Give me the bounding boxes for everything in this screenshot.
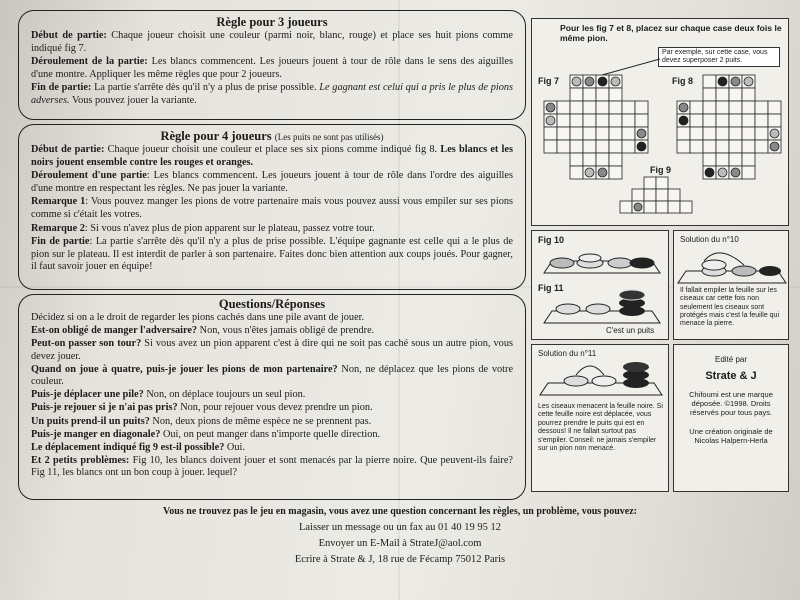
qa-item: Puis-je rejouer si je n'ai pas pris? Non, pour rejouer vous devez prendre un pion. [31, 402, 373, 414]
board-cell [596, 114, 609, 127]
board-cell [620, 201, 632, 213]
board-cell [596, 153, 609, 166]
footer-address: Ecrire à Strate & J, 18 rue de Fécamp 75012 Paris [294, 554, 506, 565]
board-cell [622, 140, 635, 153]
qa-item: Peut-on passer son tour? Si vous avez un pion apparent c'est à dire qui ne soit pas caché sous un autre pion, vous devez jouer. [31, 338, 513, 362]
board-cell [742, 140, 755, 153]
board-cell [557, 140, 570, 153]
board-cell [755, 114, 768, 127]
footer-email: Envoyer un E-Mail à StrateJ@aol.com [318, 538, 482, 549]
board-cell [656, 201, 668, 213]
game-piece [679, 103, 688, 112]
questions-body [31, 312, 513, 480]
solution-10-title: Solution du n°10 [680, 235, 739, 244]
board-cell [742, 114, 755, 127]
game-piece [634, 203, 642, 211]
solution-11-panel [531, 344, 669, 492]
questions-title: Questions/Réponses [218, 297, 326, 311]
rule-4-start: Début de partie: Chaque joueur choisit une couleur et place ses six pions comme indiqué fig 8. Les blancs et les noirs jouent ensemble contre les rouges et oranges. [31, 144, 513, 168]
board-cell [703, 88, 716, 101]
questions-intro: Décidez si on a le droit de regarder les pions cachés dans une pile avant de jouer. [31, 312, 365, 323]
rule-3-start: Début de partie: Chaque joueur choisit une couleur (parmi noir, blanc, rouge) et place ses huit pions comme indiqué fig 7. [31, 30, 513, 54]
game-piece [585, 77, 594, 86]
board-cell [677, 127, 690, 140]
board-cell [609, 153, 622, 166]
board-cell [596, 127, 609, 140]
fig10-11-drawing [532, 231, 670, 341]
qa-item: Puis-je manger en diagonale? Oui, on peut manger dans n'importe quelle direction. [31, 428, 381, 440]
qa-item: Est-on obligé de manger l'adversaire? Non, vous n'êtes jamais obligé de prendre. [31, 325, 375, 337]
board-cell [609, 101, 622, 114]
board-cell [755, 127, 768, 140]
board-cell [656, 177, 668, 189]
rule-3-body [31, 30, 513, 108]
board-cell [635, 101, 648, 114]
game-piece [679, 116, 688, 125]
board-cell [716, 153, 729, 166]
board-cell [644, 189, 656, 201]
board-cell [583, 101, 596, 114]
qa-item: Puis-je déplacer une pile? Non, on déplace toujours un seul pion. [31, 389, 306, 401]
game-piece [718, 77, 727, 86]
publisher-name: Strate & J [705, 370, 757, 382]
board-cell [570, 101, 583, 114]
board-cell [570, 114, 583, 127]
game-piece [770, 142, 779, 151]
board-cell [729, 101, 742, 114]
qa-item: Le déplacement indiqué fig 9 est-il possible? Oui. [31, 442, 245, 454]
board-cell [644, 201, 656, 213]
solution-10-text: Il fallait empiler la feuille sur les ciseaux car cette fois non seulement les ciseaux sont protégés mais c'est la feuille qui menace la pierre. [680, 287, 779, 328]
edite-par: Edité par [714, 355, 748, 364]
board-cell [768, 101, 781, 114]
board-cell [716, 114, 729, 127]
board-cell [583, 114, 596, 127]
board-cell [742, 127, 755, 140]
game-piece [770, 129, 779, 138]
board-cell [703, 153, 716, 166]
game-piece [546, 103, 555, 112]
board-cell [742, 101, 755, 114]
questions-box [18, 294, 526, 500]
board-cell [768, 114, 781, 127]
board-cell [570, 140, 583, 153]
board-cell [742, 153, 755, 166]
fig9-label: Fig 9 [650, 165, 672, 175]
board-cell [703, 127, 716, 140]
board-cell [729, 153, 742, 166]
board-cell [544, 127, 557, 140]
rule-4-title: Règle pour 4 joueurs (Les puits ne sont pas utilisés) [160, 129, 384, 143]
fig8-label: Fig 8 [672, 76, 694, 86]
board-cell [644, 177, 656, 189]
board-cell [609, 166, 622, 179]
fig7-label: Fig 7 [538, 76, 560, 86]
board-cell [668, 189, 680, 201]
game-piece [611, 77, 620, 86]
board-cell [596, 88, 609, 101]
board-cell [690, 140, 703, 153]
board-cell [583, 88, 596, 101]
game-piece [718, 168, 727, 177]
game-piece [585, 168, 594, 177]
solution-11-title: Solution du n°11 [538, 349, 597, 358]
board-cell [609, 88, 622, 101]
board-cell [703, 75, 716, 88]
board-cell [583, 127, 596, 140]
board-cell [596, 140, 609, 153]
puits-label: C'est un puits [606, 326, 655, 335]
board-cell [622, 101, 635, 114]
game-piece [705, 168, 714, 177]
board-cell [557, 127, 570, 140]
board-cell [544, 140, 557, 153]
board-cell [729, 140, 742, 153]
qa-item: Quand on joue à quatre, puis-je jouer les pions de mon partenaire? Non, ne déplacez que les pions de votre couleur. [31, 363, 514, 388]
board-cell [557, 114, 570, 127]
footer-phone: Laisser un message ou un fax au 01 40 19 95 12 [298, 522, 502, 533]
publisher-panel [673, 344, 789, 492]
fig7-grid [544, 75, 648, 179]
fig10-label: Fig 10 [538, 235, 565, 245]
board-cell [632, 189, 644, 201]
rule-4-body [31, 144, 513, 274]
board-cell [716, 127, 729, 140]
board-cell [690, 101, 703, 114]
rule-4-progress: Déroulement d'une partie: Les blancs commencent. Les joueurs jouent à tour de rôle dans l'ordre des aiguilles d'une montre en respectant les règles. Ne pas jouer la variante. [31, 170, 513, 194]
board-cell [635, 114, 648, 127]
figures-10-11-panel [531, 230, 669, 340]
board-cell [729, 88, 742, 101]
rule-3-title: Règle pour 3 joueurs [216, 15, 328, 29]
board-cell [755, 101, 768, 114]
game-piece [744, 77, 753, 86]
fig9-grid [620, 177, 692, 213]
game-piece [637, 142, 646, 151]
board-cell [570, 88, 583, 101]
rule-3-players-box [18, 10, 526, 120]
board-cell [570, 127, 583, 140]
callout-box: Par exemple, sur cette case, vous devez superposer 2 puits. [658, 47, 780, 67]
rule-4-players-box [18, 124, 526, 290]
board-cell [609, 114, 622, 127]
board-cell [570, 166, 583, 179]
board-cell [570, 153, 583, 166]
rule-4-end: Fin de partie: La partie s'arrête dès qu'il n'y a plus de prise possible. L'équipe gagnante est celle qui a le plus de pion sur le plateau. Il est interdit de parler à son partenaire. Faites donc bien attention aux coups joués. Pour gagner, il faut savoir jouer en équipe! [31, 236, 513, 273]
board-cell [668, 201, 680, 213]
board-cell [729, 127, 742, 140]
figures-7-8-9-panel [531, 18, 789, 226]
rule-4-remark-2: Remarque 2: Si vous n'avez plus de pion apparent sur le plateau, passez votre tour. [31, 222, 375, 234]
game-piece [637, 129, 646, 138]
rule-3-progress: Déroulement de la partie: Les blancs commencent. Les joueurs jouent à tour de rôle dans le sens des aiguilles d'une montre. Appliquer les même règles que pour 2 joueurs. [31, 56, 513, 80]
board-cell [609, 140, 622, 153]
solution-10-panel [673, 230, 789, 340]
board-cell [729, 114, 742, 127]
board-cell [583, 140, 596, 153]
board-cell [742, 166, 755, 179]
game-piece [598, 77, 607, 86]
board-cell [716, 101, 729, 114]
qa-item: Et 2 petits problèmes: Fig 10, les blancs doivent jouer et sont menacés par la pierre noire. Que peuvent-ils faire? Fig 11, les blancs ont un bon coup à jouer. lequel? [31, 455, 513, 479]
rule-3-end: Fin de partie: La partie s'arrête dès qu'il n'y a plus de prise possible. Le gagnant est celui qui a pris le plus de pions adverses. Vous pouvez jouer la variante. [31, 82, 514, 106]
board-cell [557, 101, 570, 114]
board-cell [622, 114, 635, 127]
qa-item: Un puits prend-il un puits? Non, deux pions de même espèce ne se prennent pas. [31, 415, 372, 427]
game-piece [598, 168, 607, 177]
solution-10-drawing [674, 231, 790, 291]
figures-header: Pour les fig 7 et 8, placez sur chaque case deux fois le même pion. [560, 23, 782, 43]
board-cell [622, 127, 635, 140]
board-cell [583, 153, 596, 166]
board-cell [690, 114, 703, 127]
board-cell [703, 114, 716, 127]
trademark-text: Chifoumi est une marque déposée. ©1998. Droits réservés pour tous pays. [689, 390, 773, 417]
footer-line-1: Vous ne trouvez pas le jeu en magasin, vous avez une question concernant les règles, un problème, vous pouvez: [163, 506, 637, 517]
board-cell [703, 101, 716, 114]
fig7-board [532, 19, 790, 227]
board-cell [677, 140, 690, 153]
board-cell [755, 140, 768, 153]
board-cell [742, 88, 755, 101]
fig11-label: Fig 11 [538, 283, 564, 293]
board-cell [716, 88, 729, 101]
solution-11-drawing [532, 345, 670, 401]
creation-text: Une création originale de Nicolas Halpern-Herla [689, 427, 773, 445]
game-piece [572, 77, 581, 86]
solution-11-text: Les ciseaux menacent la feuille noire. Si cette feuille noire est déplacée, vous pourrez prendre le puits qui est en dessous! Il ne fallait surtout pas s'empiler. Conseil: ne jamais s'empiler sur un pion non menacé. [538, 403, 663, 453]
board-cell [703, 140, 716, 153]
board-cell [609, 127, 622, 140]
board-cell [680, 201, 692, 213]
fig8-grid [677, 75, 781, 179]
rule-4-remark-1: Remarque 1: Vous pouvez manger les pions de votre partenaire mais vous pouvez aussi vous empiler sur ses pions comme si c'était les votres. [31, 196, 513, 220]
board-cell [596, 101, 609, 114]
game-piece [731, 168, 740, 177]
game-piece [731, 77, 740, 86]
board-cell [656, 189, 668, 201]
board-cell [716, 140, 729, 153]
game-piece [546, 116, 555, 125]
board-cell [690, 127, 703, 140]
